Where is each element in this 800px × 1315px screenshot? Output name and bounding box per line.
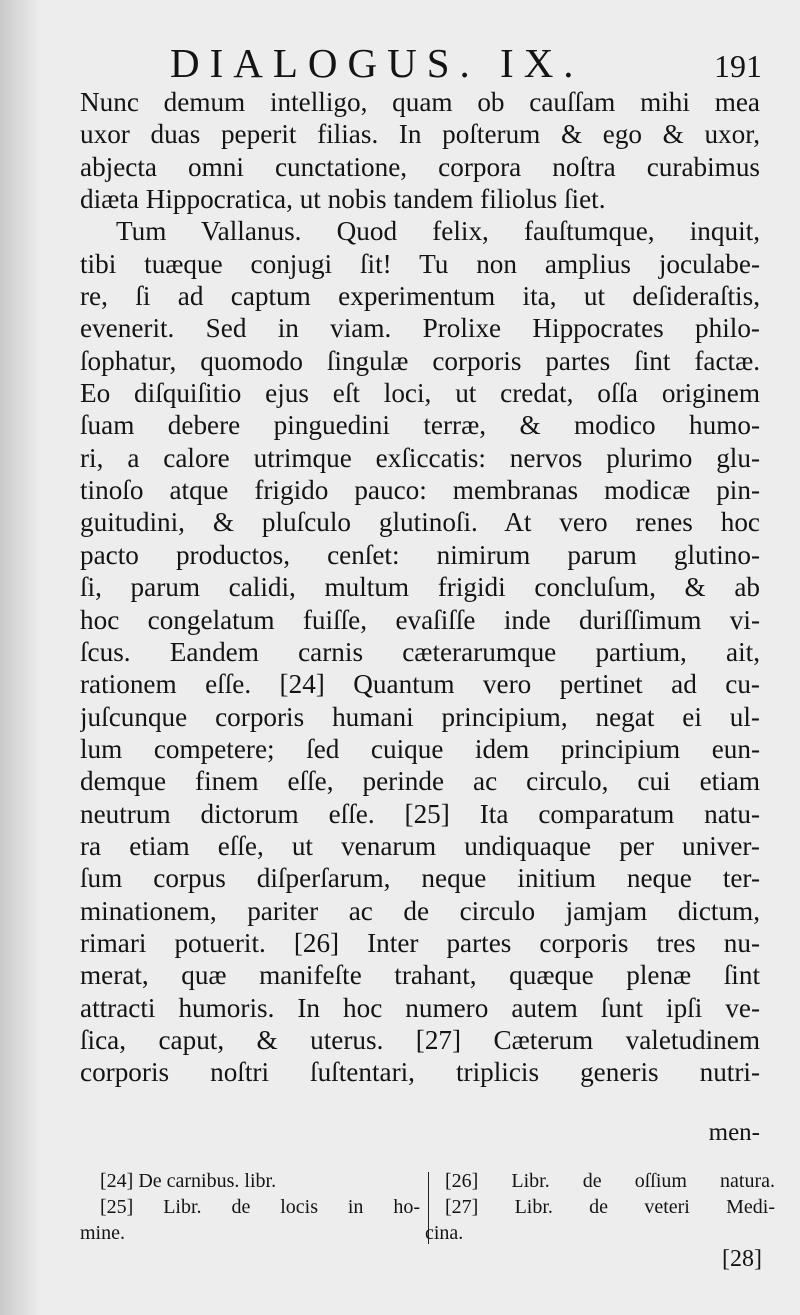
footnote-line: [27] Libr. de veteri Medi- <box>445 1196 775 1218</box>
text-line: ſuam debere pinguedini terræ, & modico humo- <box>80 410 760 441</box>
text-line: ri, a calore utrimque exſiccatis: nervos plurimo glu- <box>80 442 760 473</box>
text-line: minationem, pariter ac de circulo jamjam dictum, <box>80 895 760 926</box>
footnotes-right-column <box>425 1168 775 1246</box>
gutter-shadow <box>0 0 40 1315</box>
text-line: pacto productos, cenſet: nimirum parum glutino- <box>80 539 760 570</box>
text-line: re, ſi ad captum experimentum ita, ut deſideraſtis, <box>80 281 760 312</box>
text-line: hoc congelatum fuiſſe, evaſiſſe inde duriſſimum vi- <box>80 604 760 635</box>
text-line: tinoſo atque frigido pauco: membranas modicæ pin- <box>80 475 760 506</box>
text-line: lum competere; ſed cuique idem principium eun- <box>80 733 760 764</box>
page-header <box>170 38 770 88</box>
text-line: neutrum dictorum eſſe. [25] Ita comparatum natu- <box>80 798 760 829</box>
text-line: corporis noſtri ſuſtentari, triplicis generis nutri- <box>80 1057 760 1088</box>
text-line: merat, quæ manifeſte trahant, quæque plenæ ſint <box>80 960 760 991</box>
footnotes-left-column <box>80 1168 420 1246</box>
text-line: Eo diſquiſitio ejus eſt loci, ut credat, oſſa originem <box>80 378 760 409</box>
text-line: guitudini, & pluſculo glutinoſi. At vero renes hoc <box>80 507 760 538</box>
text-line: Tum Vallanus. Quod felix, fauſtumque, inquit, <box>116 216 760 247</box>
body-text <box>80 86 760 1089</box>
text-line: uxor duas peperit filias. In poſterum & ego & uxor, <box>80 119 760 150</box>
text-line: abjecta omni cunctatione, corpora noſtra curabimus <box>80 151 760 182</box>
footnote-line: mine. <box>80 1222 125 1244</box>
text-line: ſi, parum calidi, multum frigidi concluſum, & ab <box>80 572 760 603</box>
page-number: 191 <box>714 48 762 84</box>
text-line: rationem eſſe. [24] Quantum vero pertinet ad cu- <box>80 669 760 700</box>
text-line: juſcunque corporis humani principium, negat ei ul- <box>80 701 760 732</box>
text-line: diæta Hippocratica, ut nobis tandem filiolus ſiet. <box>80 184 606 215</box>
running-title: DIALOGUS. IX. <box>170 40 584 86</box>
catchword: men- <box>708 1119 760 1146</box>
text-line: ra etiam eſſe, ut venarum undiquaque per univer- <box>80 830 760 861</box>
footnotes <box>80 1168 775 1248</box>
signature-mark: [28] <box>722 1246 762 1272</box>
footnote-line: [25] Libr. de locis in ho- <box>100 1196 420 1218</box>
text-line: ſophatur, quomodo ſingulæ corporis partes ſint factæ. <box>80 345 760 376</box>
text-line: tibi tuæque conjugi ſit! Tu non amplius joculabe- <box>80 248 760 279</box>
text-line: demque finem eſſe, perinde ac circulo, cui etiam <box>80 766 760 797</box>
text-line: ſum corpus diſperſarum, neque initium neque ter- <box>80 863 760 894</box>
text-line: ſcus. Eandem carnis cæterarumque partium, ait, <box>80 636 760 667</box>
footnote-line: [24] De carnibus. libr. <box>100 1170 277 1192</box>
text-line: ſica, caput, & uterus. [27] Cæterum valetudinem <box>80 1024 760 1055</box>
text-line: attracti humoris. In hoc numero autem ſunt ipſi ve- <box>80 992 760 1023</box>
footnote-line: cina. <box>425 1222 464 1244</box>
text-line: Nunc demum intelligo, quam ob cauſſam mihi mea <box>80 87 760 117</box>
text-line: evenerit. Sed in viam. Prolixe Hippocrates philo- <box>80 313 760 344</box>
footnote-line: [26] Libr. de oſſium natura. <box>445 1170 775 1192</box>
text-line: rimari potuerit. [26] Inter partes corporis tres nu- <box>80 927 760 958</box>
